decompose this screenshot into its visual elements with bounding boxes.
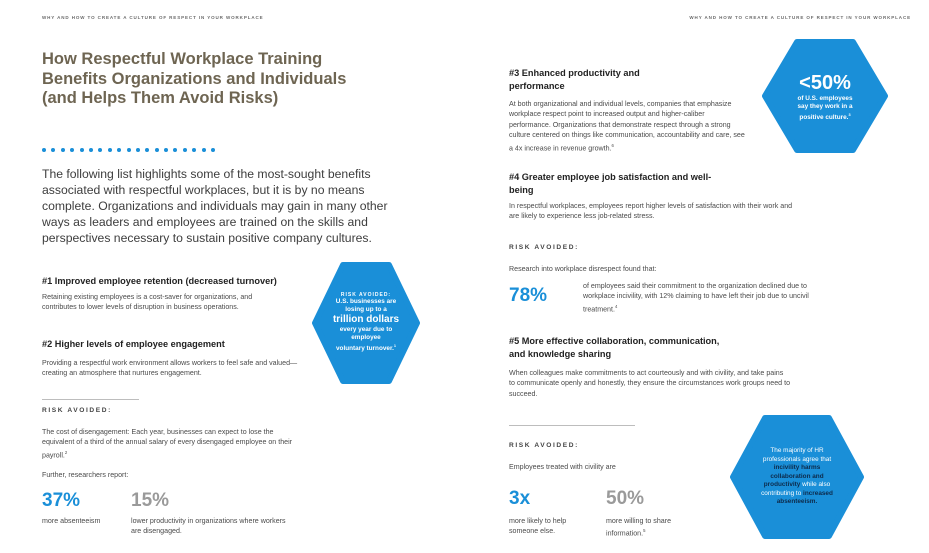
section-4-heading: #4 Greater employee job satisfaction and well-being (509, 172, 712, 195)
footnote-ref: 6 (611, 142, 614, 148)
further-text: Further, researchers report: (42, 471, 129, 479)
stat-37-label: more absenteeism (42, 517, 101, 525)
section-2-body: Providing a respectful work environment allows workers to feel safe and valued—creating an atmosphere that nurtures engagement. (42, 359, 298, 378)
hexagon-line-1: U.S. businesses are (335, 298, 397, 306)
hexagon-line-5: voluntary turnover.$^1$ (335, 344, 397, 353)
page-title: How Respectful Workplace Training Benefits Organizations and Individuals (and Helps Them Avoid Risks) (42, 50, 347, 107)
footnote-ref: 5 (643, 528, 646, 534)
section-5-heading: #5 More effective collaboration, communication, and knowledge sharing (509, 336, 720, 359)
running-head-left: WHY AND HOW TO CREATE A CULTURE OF RESPECT IN YOUR WORKPLACE (42, 15, 264, 20)
left-page (0, 0, 464, 553)
footnote-ref: 2 (64, 449, 68, 455)
hexagon-big-stat: <50% (799, 71, 851, 94)
dotted-divider (42, 148, 215, 152)
stat-3x-value: 3x (509, 488, 531, 509)
section-1-body: Retaining existing employees is a cost-saver for organizations, and contributes to lower levels of disruption in business operations. (42, 293, 253, 312)
section-1-heading: #1 Improved employee retention (decreased turnover) (42, 276, 277, 286)
stat-78-value: 78% (509, 285, 548, 306)
hexagon-line-2: losing up to a (345, 306, 387, 314)
section-5-body: When colleagues make commitments to act courteously and with civility, and take pains to communicate openly and honestly, they ensure the circumstances work groups need to succeed. (509, 369, 791, 398)
risk-body: The cost of disengagement: Each year, businesses can expect to lose the equivalent of a third of the annual salary of every disengaged employee on their payroll.$^2$ (42, 428, 293, 460)
risk-intro: Research into workplace disrespect found that: (509, 265, 657, 273)
stat-15-label: lower productivity in organizations where workers are disengaged. (131, 517, 286, 536)
hexagon-line-4: employee (351, 334, 381, 342)
footnote-ref: 1 (393, 344, 397, 349)
stat-15-value: 15% (131, 490, 170, 511)
section-3-heading: #3 Enhanced productivity and performance (509, 68, 640, 91)
hexagon-trillion-dollars: trillion dollars (332, 314, 400, 326)
hexagon-line-3: positive culture.$^3$ (799, 112, 851, 122)
intro-paragraph: The following list highlights some of the most-sought benefits associated with respectful workplaces, but it is by no means complete. Organizations and individuals may gain in many other ways as leaders and employees are trained on the skills and perspectives necessary to sustain positive company cultures. (42, 167, 388, 245)
section-3-body: At both organizational and individual levels, companies that emphasize workplace respect point to increased output and higher-caliber performance. Organizations that demonstrate respect through a strong culture centered on things like communication, accountability and care, see a 4x increase in revenue growth.$^6$ (509, 100, 745, 152)
hexagon-line-3: every year due to (339, 326, 393, 334)
risk-divider (509, 425, 635, 426)
hexagon-line-1: of U.S. employees (797, 94, 853, 102)
stat-78-text: of employees said their commitment to the organization declined due to workplace incivility, with 12% claiming to have left their job due to uncivil treatment.$^4$ (583, 282, 809, 314)
incivility-hexagon (729, 414, 865, 540)
positive-culture-hexagon (761, 38, 889, 154)
footnote-ref: 3 (848, 112, 851, 117)
section-4-body: In respectful workplaces, employees report higher levels of satisfaction with their work and are likely to experience less job-related stress. (509, 202, 793, 221)
risk-intro: Employees treated with civility are (509, 463, 616, 471)
stat-50-label: more willing to share information.$^5$ (606, 517, 672, 538)
running-head-right: WHY AND HOW TO CREATE A CULTURE OF RESPECT IN YOUR WORKPLACE (689, 15, 911, 20)
section-2-heading: #2 Higher levels of employee engagement (42, 339, 225, 349)
risk-label: RISK AVOIDED: (42, 407, 112, 414)
stat-3x-label: more likely to help someone else. (509, 517, 567, 536)
hexagon-text: The majority of HR professionals agree that incivility harms collaboration and productivity while also contributing to increased absenteeism. (761, 446, 833, 506)
hexagon-risk-label: RISK AVOIDED: (340, 292, 392, 299)
stat-37-value: 37% (42, 490, 81, 511)
risk-label: RISK AVOIDED: (509, 442, 579, 449)
risk-label: RISK AVOIDED: (509, 244, 579, 251)
footnote-ref: 4 (614, 303, 618, 309)
hexagon-line-2: say they work in a (797, 102, 853, 110)
stat-50-value: 50% (606, 488, 645, 509)
trillion-dollars-hexagon (312, 261, 420, 385)
right-page (465, 0, 929, 553)
risk-divider (42, 399, 139, 400)
